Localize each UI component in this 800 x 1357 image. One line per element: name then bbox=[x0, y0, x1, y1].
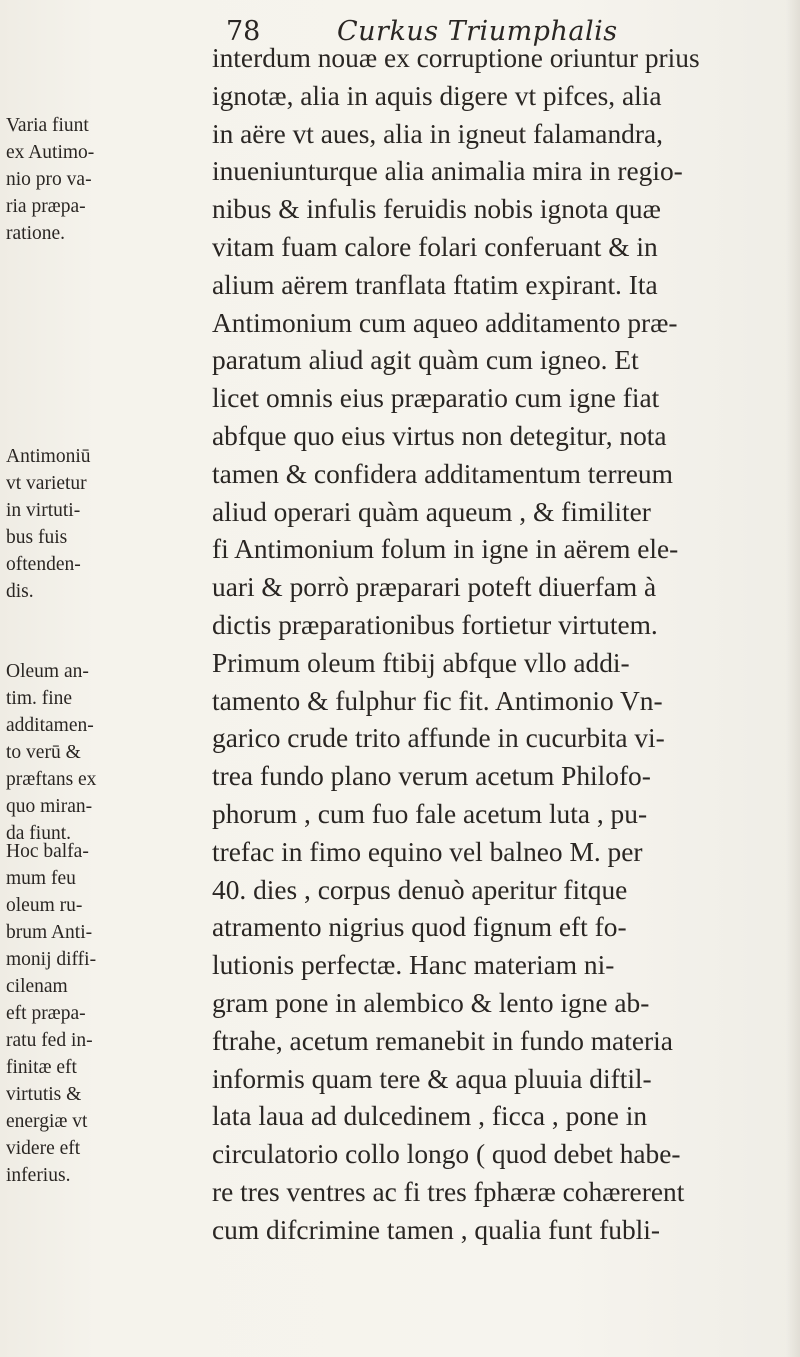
margin-note-line: inferius. bbox=[6, 1165, 71, 1186]
margin-note-3 bbox=[6, 658, 206, 847]
margin-note-line: tim. fine bbox=[6, 688, 73, 709]
text-line: ftrahe, acetum remanebit in fundo materia bbox=[212, 1025, 673, 1056]
text-line: trea fundo plano verum acetum Philofo- bbox=[212, 761, 651, 792]
text-line: alium aërem tranflata ftatim expirant. Ita bbox=[212, 269, 658, 300]
margin-note-line: videre eft bbox=[6, 1138, 81, 1159]
margin-note-line: virtutis & bbox=[6, 1084, 82, 1105]
text-line: tamento & fulphur fic fit. Antimonio Vn- bbox=[212, 685, 663, 716]
margin-note-line: Varia fiunt bbox=[6, 115, 89, 136]
margin-note-line: additamen- bbox=[6, 715, 94, 736]
margin-note-line: monij diffi- bbox=[6, 949, 97, 970]
margin-note-line: eft præpa- bbox=[6, 1003, 86, 1024]
margin-note-line: oftenden- bbox=[6, 554, 81, 575]
text-line: tamen & confidera additamentum terreum bbox=[212, 458, 673, 489]
text-line: interdum nouæ ex corruptione oriuntur prius bbox=[212, 43, 700, 73]
margin-note-line: to verū & bbox=[6, 742, 81, 763]
margin-note-line: præftans ex bbox=[6, 769, 97, 790]
page-number: 78 bbox=[226, 16, 261, 47]
text-line: fi Antimonium folum in igne in aërem ele- bbox=[212, 534, 679, 565]
text-line: atramento nigrius quod fignum eft fo- bbox=[212, 912, 627, 943]
text-line: cum difcrimine tamen , qualia funt fubli- bbox=[212, 1214, 661, 1245]
margin-note-line: ria præpa- bbox=[6, 196, 86, 217]
text-line: lutionis perfectæ. Hanc materiam ni- bbox=[212, 950, 615, 981]
text-line: informis quam tere & aqua pluuia diftil- bbox=[212, 1063, 652, 1094]
margin-note-line: nio pro va- bbox=[6, 169, 92, 190]
margin-note-line: in virtuti- bbox=[6, 500, 81, 521]
text-line: Primum oleum ftibij abfque vllo addi- bbox=[212, 647, 630, 678]
margin-note-line: mum feu bbox=[6, 868, 76, 889]
text-line: ignotæ, alia in aquis digere vt pifces, alia bbox=[212, 80, 662, 111]
text-line: Antimonium cum aqueo additamento præ- bbox=[212, 307, 678, 338]
margin-note-line: Oleum an- bbox=[6, 661, 89, 682]
margin-note-line: da fiunt. bbox=[6, 823, 71, 844]
margin-note-line: oleum ru- bbox=[6, 895, 83, 916]
text-line: in aëre vt aues, alia in igneut falamandra, bbox=[212, 118, 663, 149]
text-line: licet omnis eius præparatio cum igne fiat bbox=[212, 383, 660, 414]
margin-note-line: dis. bbox=[6, 581, 34, 602]
text-line: inueniunturque alia animalia mira in regio- bbox=[212, 156, 683, 187]
margin-note-4 bbox=[6, 838, 206, 1189]
text-line: garico crude trito affunde in cucurbita vi- bbox=[212, 723, 665, 754]
text-line: 40. dies , corpus denuò aperitur fitque bbox=[212, 874, 628, 905]
margin-note-line: ex Autimo- bbox=[6, 142, 95, 163]
text-line: trefac in fimo equino vel balneo M. per bbox=[212, 836, 643, 867]
text-line: uari & porrò præparari poteft diuerfam à bbox=[212, 572, 657, 603]
text-line: paratum aliud agit quàm cum igneo. Et bbox=[212, 345, 639, 376]
text-line: vitam fuam calore folari conferuant & in bbox=[212, 231, 658, 262]
margin-note-line: Hoc balfa- bbox=[6, 841, 89, 862]
page-edge-shadow bbox=[786, 0, 800, 1357]
main-text-block bbox=[212, 40, 797, 1250]
margin-note-line: ratione. bbox=[6, 223, 66, 244]
margin-note-1 bbox=[6, 112, 206, 247]
margin-note-line: brum Anti- bbox=[6, 922, 93, 943]
margin-note-line: Antimoniū bbox=[6, 446, 91, 467]
margin-note-line: energiæ vt bbox=[6, 1111, 88, 1132]
text-line: dictis præparationibus fortietur virtutem. bbox=[212, 609, 658, 640]
margin-note-line: bus fuis bbox=[6, 527, 68, 548]
margin-note-line: finitæ eft bbox=[6, 1057, 77, 1078]
text-line: gram pone in alembico & lento igne ab- bbox=[212, 987, 650, 1018]
text-line: lata laua ad dulcedinem , ficca , pone in bbox=[212, 1101, 648, 1132]
margin-note-line: ratu fed in- bbox=[6, 1030, 93, 1051]
margin-note-line: quo miran- bbox=[6, 796, 93, 817]
text-line: aliud operari quàm aqueum , & fimiliter bbox=[212, 496, 651, 527]
text-line: abfque quo eius virtus non detegitur, nota bbox=[212, 420, 667, 451]
margin-note-line: vt varietur bbox=[6, 473, 87, 494]
text-line: nibus & infulis feruidis nobis ignota quæ bbox=[212, 194, 661, 225]
text-line: circulatorio collo longo ( quod debet habe- bbox=[212, 1139, 681, 1170]
margin-note-2 bbox=[6, 443, 206, 605]
running-title: Curkus Triumphalis bbox=[337, 16, 618, 47]
text-line: re tres ventres ac fi tres fphæræ cohærerent bbox=[212, 1176, 685, 1207]
margin-note-line: cilenam bbox=[6, 976, 68, 997]
text-line: phorum , cum fuo fale acetum luta , pu- bbox=[212, 798, 648, 829]
